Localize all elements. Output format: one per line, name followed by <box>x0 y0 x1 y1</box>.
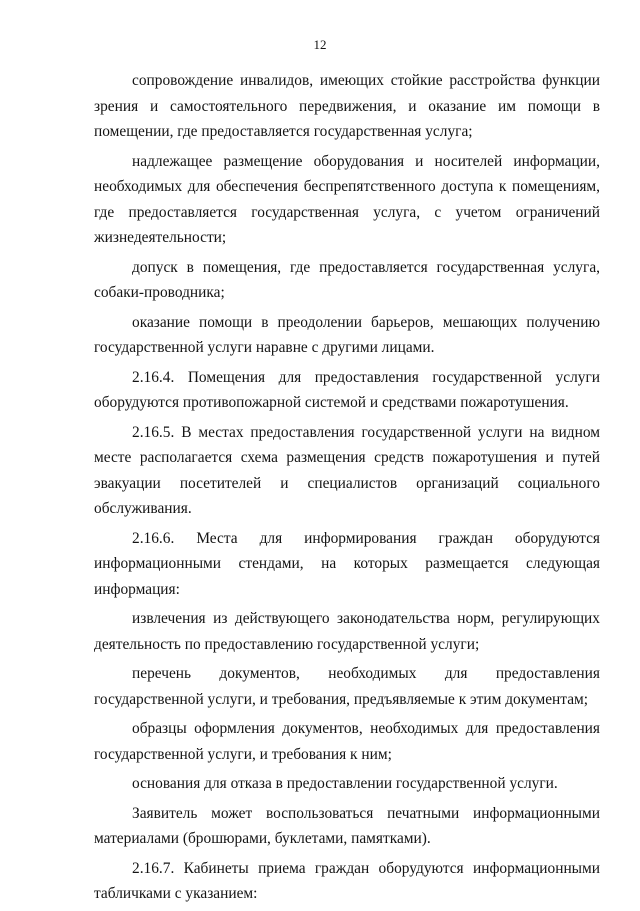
paragraph-2-16-7: 2.16.7. Кабинеты приема граждан оборудуются информационными табличками с указанием: <box>94 859 600 902</box>
paragraph-2-16-4: 2.16.4. Помещения для предоставления государственной услуги оборудуются противопожарной системой и средствами пожаротушения. <box>94 368 600 411</box>
document-body <box>94 68 600 911</box>
paragraph-documents-list: перечень документов, необходимых для предоставления государственной услуги, и требования, предъявляемые к этим документам; <box>94 665 600 708</box>
paragraph-2-16-5: 2.16.5. В местах предоставления государственной услуги на видном месте располагается схема размещения средств пожаротушения и путей эвакуации посетителей и специалистов организаций социального обслуживания. <box>94 423 600 517</box>
paragraph-equipment-placement: надлежащее размещение оборудования и носителей информации, необходимых для обеспечения беспрепятственного доступа к помещениям, где предоставляется государственная услуга, с учетом ограничений жизнедеятельности; <box>94 152 600 246</box>
paragraph-legislation-extracts: извлечения из действующего законодательства норм, регулирующих деятельность по предоставлению государственной услуги; <box>94 610 600 653</box>
paragraph-refusal-grounds: основания для отказа в предоставлении государственной услуги. <box>132 775 558 792</box>
paragraph-accompaniment: сопровождение инвалидов, имеющих стойкие расстройства функции зрения и самостоятельного передвижения, и оказание им помощи в помещении, где предоставляется государственная услуга; <box>94 72 600 140</box>
paragraph-printed-materials: Заявитель может воспользоваться печатными информационными материалами (брошюрами, буклетами, памятками). <box>94 804 600 847</box>
page-number: 12 <box>313 37 327 52</box>
paragraph-document-samples: образцы оформления документов, необходимых для предоставления государственной услуги, и требования к ним; <box>94 720 600 763</box>
paragraph-guide-dog-access: допуск в помещения, где предоставляется государственная услуга, собаки-проводника; <box>94 258 600 301</box>
paragraph-2-16-6: 2.16.6. Места для информирования граждан оборудуются информационными стендами, на которых размещается следующая информация: <box>94 529 600 598</box>
paragraph-barrier-assistance: оказание помощи в преодолении барьеров, мешающих получению государственной услуги наравне с другими лицами. <box>94 313 600 356</box>
